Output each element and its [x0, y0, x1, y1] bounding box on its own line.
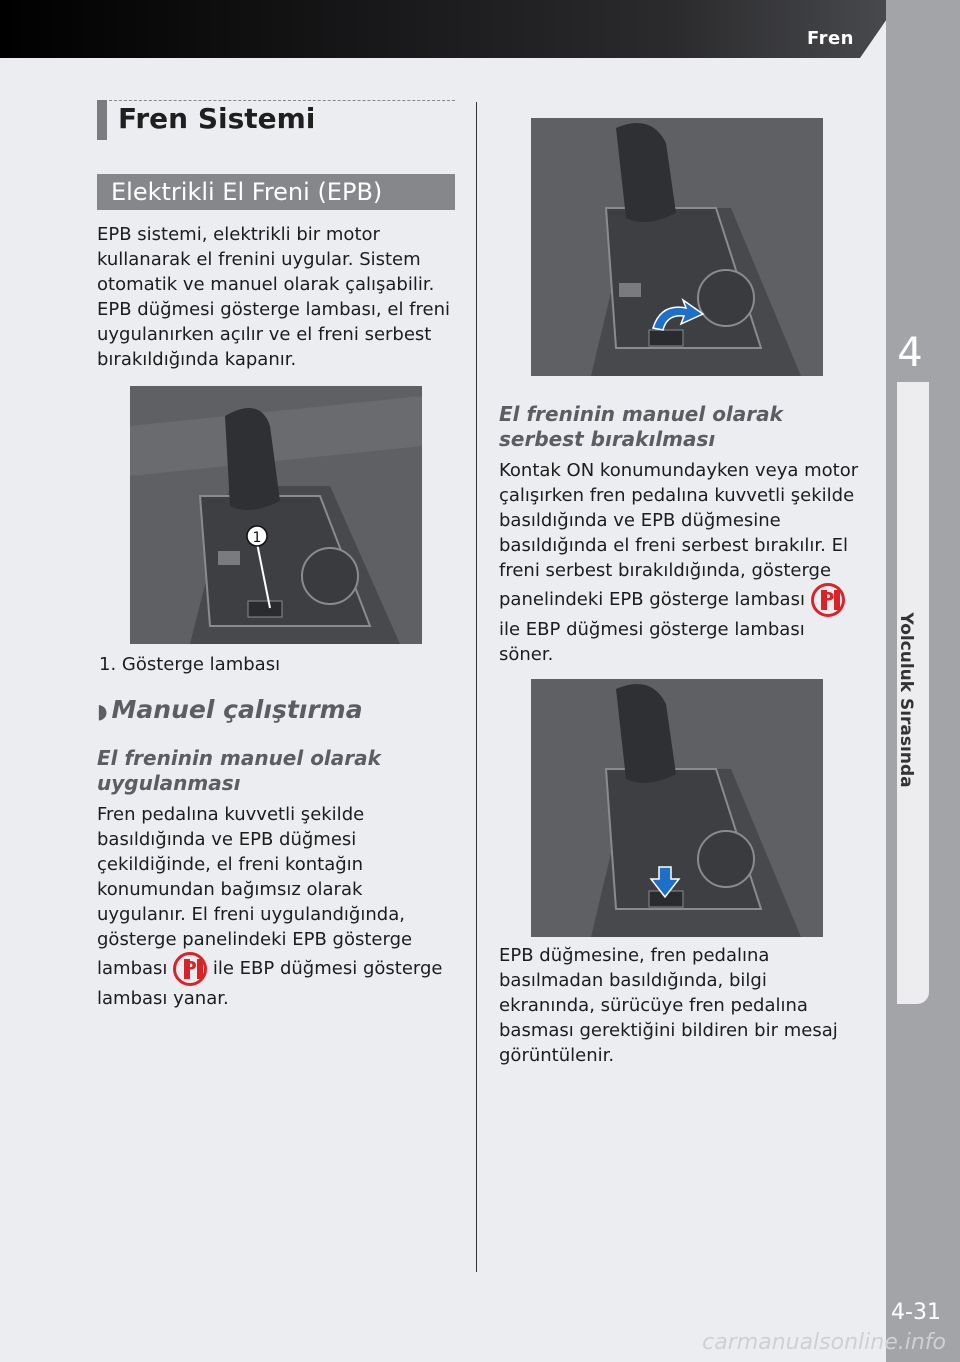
page-number: 4-31: [891, 1300, 941, 1325]
page-header: [0, 0, 960, 58]
section-title-text: Fren Sistemi: [118, 102, 316, 135]
apply-text-1: Fren pedalına kuvvetli şekilde basıldığında ve EPB düğmesi çekildiğinde, el freni kontağın konumundan bağımsız olarak uygulanır. El freni uygulandığında, gösterge panelindeki EPB gösterge lambası: [97, 804, 413, 979]
parking-brake-warning-icon-letter: P: [183, 958, 197, 979]
parking-brake-warning-icon: [173, 952, 207, 986]
release-heading: El freninin manuel olarak serbest bırakılması: [499, 402, 783, 451]
note-paragraph: EPB düğmesine, fren pedalına basılmadan basıldığında, bilgi ekranında, sürücüye fren pedalına basması gerektiğini bildiren bir mesaj görüntülenir.: [499, 945, 838, 1066]
apply-paragraph: [97, 802, 455, 1011]
subsection-title: Elektrikli El Freni (EPB): [97, 174, 455, 210]
chapter-title: [886, 420, 926, 980]
chevron-right-icon: ◗: [97, 699, 108, 723]
chapter-number: 4: [897, 330, 923, 376]
manual-heading-text: Manuel çalıştırma: [111, 695, 363, 724]
manual-heading: [97, 695, 455, 724]
section-title-rule: [109, 100, 455, 101]
section-title-bar: [97, 100, 107, 140]
epb-pull-figure: [531, 679, 823, 937]
release-text-2: ile EBP düğmesi gösterge lambası söner.: [499, 619, 805, 665]
release-paragraph: [499, 458, 859, 667]
figure-caption: 1. Gösterge lambası: [99, 654, 281, 675]
right-column: [499, 118, 859, 1068]
console-illustration: [130, 386, 422, 644]
apply-heading: El freninin manuel olarak uygulanması: [97, 746, 381, 795]
parking-brake-warning-icon: [811, 583, 845, 617]
parking-brake-warning-icon-letter-2: P: [821, 589, 835, 610]
release-text-1: Kontak ON konumundayken veya motor çalışırken fren pedalına kuvvetli şekilde basıldığında ve EPB düğmesine basıldığında el freni serbest bırakılır. El freni serbest bırakıldığında, gösterge panelindeki EPB gösterge lambası: [499, 460, 859, 610]
apply-text-2: ile EBP düğmesi gösterge lambası yanar.: [97, 958, 443, 1009]
console-illustration-pull: [531, 679, 823, 937]
intro-paragraph: EPB sistemi, elektrikli bir motor kullanarak el frenini uygular. Sistem otomatik ve manuel olarak çalışabilir. EPB düğmesi gösterge lambası, el freni uygulanırken açılır ve el freni serbest bırakıldığında kapanır.: [97, 224, 450, 370]
chapter-title-text: Yolculuk Sırasında: [896, 612, 916, 788]
section-title: [97, 100, 455, 142]
column-divider: [476, 102, 477, 1272]
watermark: carmanualsonline.info: [702, 1330, 946, 1355]
header-section-title: Fren: [806, 28, 854, 49]
epb-console-figure: [130, 386, 422, 644]
epb-release-figure: [531, 118, 823, 376]
console-illustration-release: [531, 118, 823, 376]
left-column: [97, 100, 455, 1011]
callout-number: 1: [252, 530, 262, 546]
